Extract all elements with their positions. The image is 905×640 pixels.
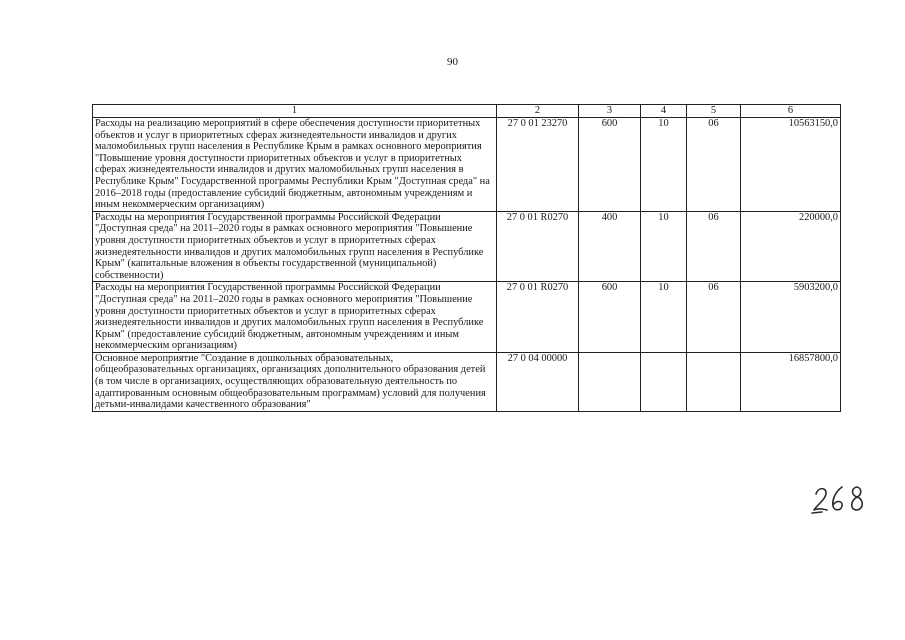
row-target-code: 27 0 01 R0270 — [497, 282, 579, 353]
row-subsection — [687, 352, 741, 411]
row-description: Расходы на мероприятия Государственной программы Российской Федерации "Доступная среда" на 2011–2020 годы в рамках основного мероприятия "Повышение уровня доступности приоритетных объектов и услуг в приоритетных сферах жизнедеятельности инвалидов и других маломобильных групп населения в Республике Крым" (капитальные вложения в объекты государственной (муниципальной) собственности) — [93, 211, 497, 282]
page-number: 90 — [447, 56, 458, 68]
handwritten-page-number — [810, 480, 870, 518]
row-expense-type — [579, 352, 641, 411]
row-amount: 5903200,0 — [741, 282, 841, 353]
row-subsection: 06 — [687, 211, 741, 282]
header-col-1: 1 — [93, 105, 497, 118]
row-subsection: 06 — [687, 118, 741, 212]
row-expense-type: 600 — [579, 282, 641, 353]
row-description: Основное мероприятие "Создание в дошкольных образовательных, общеобразовательных организациях, организациях дополнительного образования детей (в том числе в организациях, осуществляющих образовательную деятельность по адаптированным основным общеобразовательным программам) условий для получения детьми-инвалидами качественного образования" — [93, 352, 497, 411]
row-section: 10 — [641, 118, 687, 212]
header-col-2: 2 — [497, 105, 579, 118]
row-description: Расходы на реализацию мероприятий в сфере обеспечения доступности приоритетных объектов и услуг в приоритетных сферах жизнедеятельности инвалидов и других маломобильных групп населения в Республике Крым в рамках основного мероприятия "Повышение уровня доступности приоритетных объектов и услуг в приоритетных сферах жизнедеятельности инвалидов и других маломобильных групп населения в Республике Крым" Государственной программы Республики Крым "Доступная среда" на 2016–2018 годы (предоставление субсидий бюджетным, автономным учреждениям и иным некоммерческим организациям) — [93, 118, 497, 212]
header-col-6: 6 — [741, 105, 841, 118]
row-section: 10 — [641, 282, 687, 353]
row-section — [641, 352, 687, 411]
table-row — [93, 282, 841, 353]
row-target-code: 27 0 01 23270 — [497, 118, 579, 212]
row-amount: 220000,0 — [741, 211, 841, 282]
table-header-row — [93, 105, 841, 118]
row-subsection: 06 — [687, 282, 741, 353]
row-amount: 16857800,0 — [741, 352, 841, 411]
header-col-4: 4 — [641, 105, 687, 118]
row-description: Расходы на мероприятия Государственной программы Российской Федерации "Доступная среда" на 2011–2020 годы в рамках основного мероприятия "Повышение уровня доступности приоритетных объектов и услуг в приоритетных сферах жизнедеятельности инвалидов и других маломобильных групп населения в Республике Крым" (предоставление субсидий бюджетным, автономным учреждениям и иным некоммерческим организациям) — [93, 282, 497, 353]
row-section: 10 — [641, 211, 687, 282]
budget-table — [92, 104, 841, 412]
row-expense-type: 600 — [579, 118, 641, 212]
row-target-code: 27 0 01 R0270 — [497, 211, 579, 282]
row-expense-type: 400 — [579, 211, 641, 282]
table-row — [93, 352, 841, 411]
table-row — [93, 118, 841, 212]
row-target-code: 27 0 04 00000 — [497, 352, 579, 411]
header-col-5: 5 — [687, 105, 741, 118]
table-row — [93, 211, 841, 282]
header-col-3: 3 — [579, 105, 641, 118]
row-amount: 10563150,0 — [741, 118, 841, 212]
